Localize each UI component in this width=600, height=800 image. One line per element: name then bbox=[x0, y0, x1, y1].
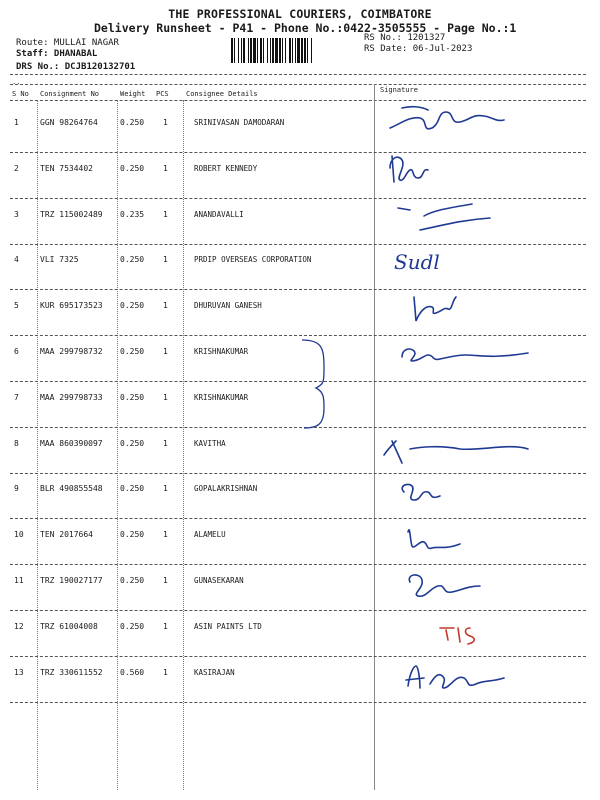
signature-mark bbox=[380, 281, 550, 329]
signature-mark bbox=[380, 98, 550, 146]
runsheet-subtitle: Delivery Runsheet - P41 - Phone No.:0422-3505555 - Page No.:1 bbox=[94, 21, 517, 35]
row-sno: 13 bbox=[14, 667, 24, 677]
consignee-name: ROBERT KENNEDY bbox=[194, 163, 258, 173]
row-separator bbox=[10, 702, 586, 703]
col-header-sno: S No bbox=[12, 90, 29, 98]
row-sno: 4 bbox=[14, 255, 19, 265]
pcs-value: 1 bbox=[163, 301, 168, 311]
weight-value: 0.250 bbox=[120, 118, 145, 127]
brace-mark bbox=[298, 338, 338, 430]
weight-value: 0.250 bbox=[120, 484, 145, 494]
col-header-signature: Signature bbox=[380, 86, 418, 94]
table-row bbox=[0, 668, 600, 712]
route-label: Route: MULLAI NAGAR bbox=[16, 38, 119, 48]
consignee-name: SRINIVASAN DAMODARAN bbox=[194, 118, 285, 127]
consignment-number: TRZ 61004008 bbox=[40, 621, 98, 631]
row-sno: 9 bbox=[14, 484, 19, 494]
consignment-number: KUR 695173523 bbox=[40, 301, 103, 311]
row-sno: 8 bbox=[14, 438, 19, 448]
signature-text: Sudl bbox=[394, 250, 440, 275]
weight-value: 0.250 bbox=[120, 621, 145, 631]
consignment-number: TRZ 115002489 bbox=[40, 209, 103, 219]
consignee-name: ANANDAVALLI bbox=[194, 209, 244, 219]
header-dots: .. bbox=[12, 78, 21, 86]
row-sno: 2 bbox=[14, 163, 19, 173]
signature-mark bbox=[380, 464, 550, 512]
consignment-number: TRZ 330611552 bbox=[40, 667, 103, 677]
signature-mark bbox=[380, 327, 550, 375]
consignment-number: BLR 490855548 bbox=[40, 484, 103, 494]
consignee-name: PRDIP OVERSEAS CORPORATION bbox=[194, 255, 312, 265]
pcs-value: 1 bbox=[163, 347, 168, 356]
weight-value: 0.250 bbox=[120, 576, 145, 585]
drs-number: DRS No.: DCJB120132701 bbox=[16, 62, 136, 72]
weight-value: 0.235 bbox=[120, 209, 145, 219]
signature-mark bbox=[380, 190, 550, 238]
consignee-name: GOPALAKRISHNAN bbox=[194, 484, 258, 494]
weight-value: 0.250 bbox=[120, 530, 145, 540]
pcs-value: 1 bbox=[163, 576, 168, 585]
signature-mark bbox=[380, 648, 550, 696]
header-top-rule bbox=[10, 74, 586, 75]
consignment-number: VLI 7325 bbox=[40, 255, 79, 265]
row-sno: 6 bbox=[14, 347, 19, 356]
row-sno: 3 bbox=[14, 209, 19, 219]
rs-date: RS Date: 06-Jul-2023 bbox=[364, 44, 473, 54]
row-sno: 5 bbox=[14, 301, 19, 311]
consignment-number: TEN 7534402 bbox=[40, 163, 93, 173]
pcs-value: 1 bbox=[163, 484, 168, 494]
signature-mark bbox=[380, 373, 550, 421]
consignee-name: GUNASEKARAN bbox=[194, 576, 244, 585]
pcs-value: 1 bbox=[163, 530, 168, 540]
pcs-value: 1 bbox=[163, 392, 168, 402]
signature-mark bbox=[380, 556, 550, 604]
row-sno: 7 bbox=[14, 392, 19, 402]
consignee-name: ASIN PAINTS LTD bbox=[194, 621, 262, 631]
weight-value: 0.560 bbox=[120, 667, 145, 677]
row-sno: 12 bbox=[14, 621, 24, 631]
barcode-image bbox=[230, 38, 358, 63]
consignment-number: MAA 860390097 bbox=[40, 438, 103, 448]
weight-value: 0.250 bbox=[120, 163, 145, 173]
col-header-pcs: PCS bbox=[156, 90, 169, 98]
weight-value: 0.250 bbox=[120, 392, 145, 402]
consignee-name: ALAMELU bbox=[194, 530, 226, 540]
row-sno: 10 bbox=[14, 530, 24, 540]
row-sno: 1 bbox=[14, 118, 19, 127]
row-sno: 11 bbox=[14, 576, 24, 585]
consignment-number: TRZ 190027177 bbox=[40, 576, 103, 585]
consignee-name: KRISHNAKUMAR bbox=[194, 392, 249, 402]
consignment-number: MAA 299798733 bbox=[40, 392, 103, 402]
weight-value: 0.250 bbox=[120, 255, 145, 265]
pcs-value: 1 bbox=[163, 209, 168, 219]
page-title: THE PROFESSIONAL COURIERS, COIMBATORE bbox=[168, 7, 432, 21]
pcs-value: 1 bbox=[163, 255, 168, 265]
col-header-details: Consignee Details bbox=[186, 90, 258, 98]
pcs-value: 1 bbox=[163, 163, 168, 173]
col-header-consignment: Consignment No bbox=[40, 90, 100, 98]
header-rule bbox=[10, 84, 586, 85]
consignment-number: TEN 2017664 bbox=[40, 530, 93, 540]
pcs-value: 1 bbox=[163, 621, 168, 631]
pcs-value: 1 bbox=[163, 118, 168, 127]
signature-mark bbox=[380, 144, 550, 192]
pcs-value: 1 bbox=[163, 667, 168, 677]
consignee-name: DHURUVAN GANESH bbox=[194, 301, 262, 311]
pcs-value: 1 bbox=[163, 438, 168, 448]
staff-label: Staff: DHANABAL bbox=[16, 49, 98, 59]
consignee-name: KASIRAJAN bbox=[194, 667, 235, 677]
weight-value: 0.250 bbox=[120, 347, 145, 356]
signature-mark bbox=[380, 419, 550, 467]
consignment-number: GGN 98264764 bbox=[40, 118, 98, 127]
signature-mark bbox=[380, 602, 550, 650]
weight-value: 0.250 bbox=[120, 438, 145, 448]
rs-number: RS No.: 1201327 bbox=[364, 33, 446, 43]
consignee-name: KRISHNAKUMAR bbox=[194, 347, 249, 356]
consignment-number: MAA 299798732 bbox=[40, 347, 103, 356]
consignee-name: KAVITHA bbox=[194, 438, 226, 448]
signature-mark bbox=[380, 235, 550, 283]
signature-mark bbox=[380, 510, 550, 558]
weight-value: 0.250 bbox=[120, 301, 145, 311]
col-header-weight: Weight bbox=[120, 90, 146, 98]
